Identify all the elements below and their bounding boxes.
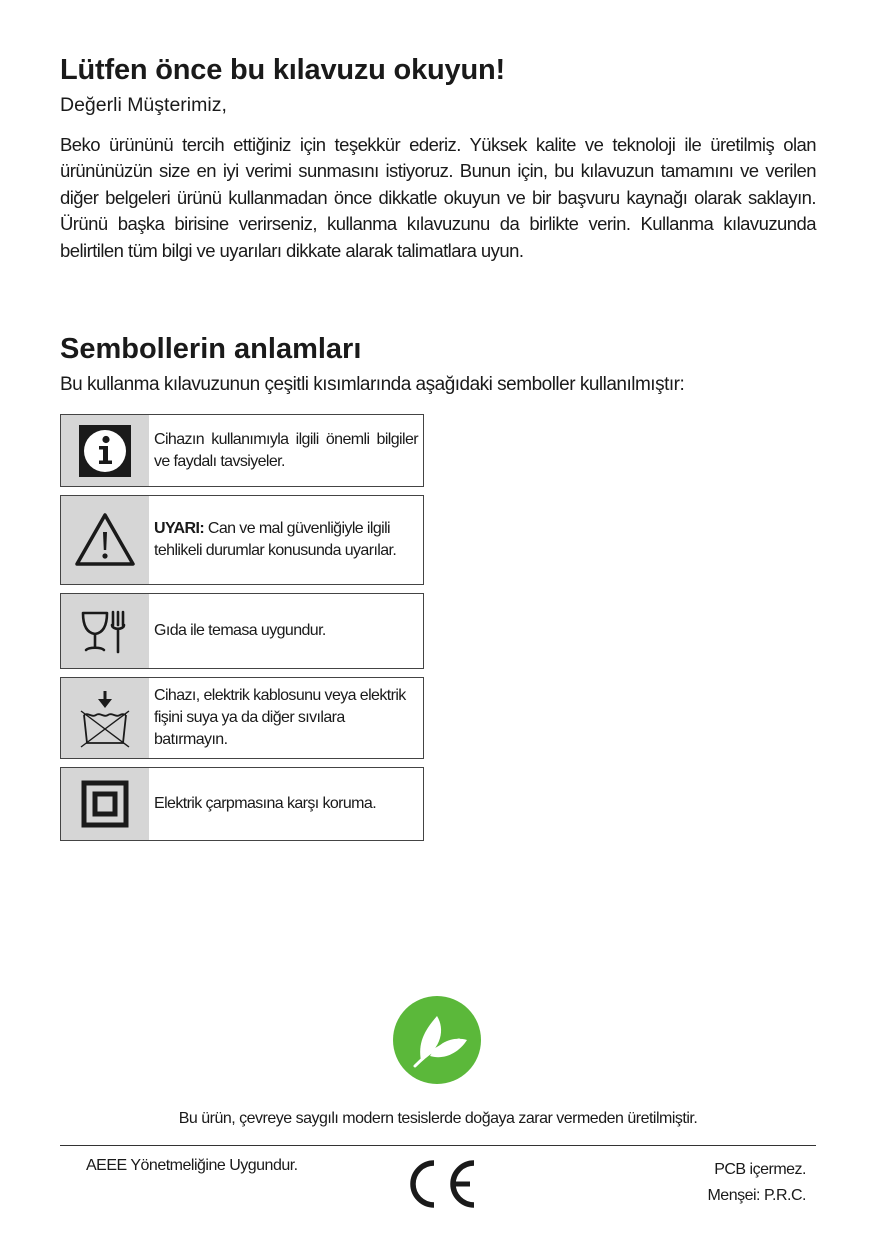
- pcb-note: PCB içermez.: [714, 1161, 806, 1178]
- manual-page: [60, 0, 816, 1241]
- info-icon: [61, 415, 149, 486]
- eco-note: Bu ürün, çevreye saygılı modern tesislerde doğaya zarar vermeden üretilmiştir.: [178, 1110, 698, 1127]
- symbol-text-info: Cihazın kullanımıyla ilgili önemli bilgiler ve faydalı tavsiyeler.: [154, 430, 418, 470]
- symbol-text-warning: Can ve mal güvenliğiyle ilgili tehlikeli durumlar konusunda uyarılar.: [154, 520, 397, 559]
- warning-label: UYARI:: [154, 520, 205, 537]
- no-immersion-icon: [61, 678, 149, 758]
- footer-divider: [60, 1145, 816, 1146]
- symbols-heading: Sembollerin anlamları: [60, 333, 362, 365]
- symbol-text-food-safe: Gıda ile temasa uygundur.: [154, 622, 326, 639]
- page-title: Lütfen önce bu kılavuzu okuyun!: [60, 54, 505, 86]
- symbol-row-warning: [60, 495, 424, 585]
- symbols-intro: Bu kullanma kılavuzunun çeşitli kısımlarında aşağıdaki semboller kullanılmıştır:: [60, 374, 685, 395]
- greeting: Değerli Müşterimiz,: [60, 94, 227, 116]
- symbol-row-double-insulation: [60, 767, 424, 841]
- footer-right: [707, 1157, 806, 1209]
- origin-note: Menşei: P.R.C.: [707, 1187, 806, 1204]
- intro-paragraph: Beko ürününü tercih ettiğiniz için teşekkür ederiz. Yüksek kalite ve teknoloji ile üretilmiş olan ürününüzün size en iyi verimi sunmasını istiyoruz. Bunun için, bu kılavuzun tamamını ve verilen diğer belgeleri ürünü kullanmadan önce dikkatle okuyun ve bir başvuru kaynağı olarak saklayın. Ürünü başka birisine verirseniz, kullanma kılavuzunu da birlikte verin. Kullanma kılavuzunda belirtilen tüm bilgi ve uyarıları dikkate alarak talimatlara uyun.: [60, 134, 816, 261]
- ce-mark-icon: [400, 1158, 478, 1210]
- symbol-text-double-insulation: Elektrik çarpmasına karşı koruma.: [154, 795, 377, 812]
- eco-leaf-icon: [393, 996, 481, 1084]
- warning-icon: [61, 496, 149, 584]
- symbol-text-no-immersion: Cihazı, elektrik kablosunu veya elektrik fişini suya ya da diğer sıvılara batırmayın.: [154, 687, 406, 748]
- weee-compliance: AEEE Yönetmeliğine Uygundur.: [86, 1157, 298, 1174]
- double-insulation-icon: [61, 768, 149, 840]
- food-safe-icon: [61, 594, 149, 668]
- symbol-row-no-immersion: [60, 677, 424, 759]
- symbol-row-food-safe: [60, 593, 424, 669]
- symbol-row-info: [60, 414, 424, 487]
